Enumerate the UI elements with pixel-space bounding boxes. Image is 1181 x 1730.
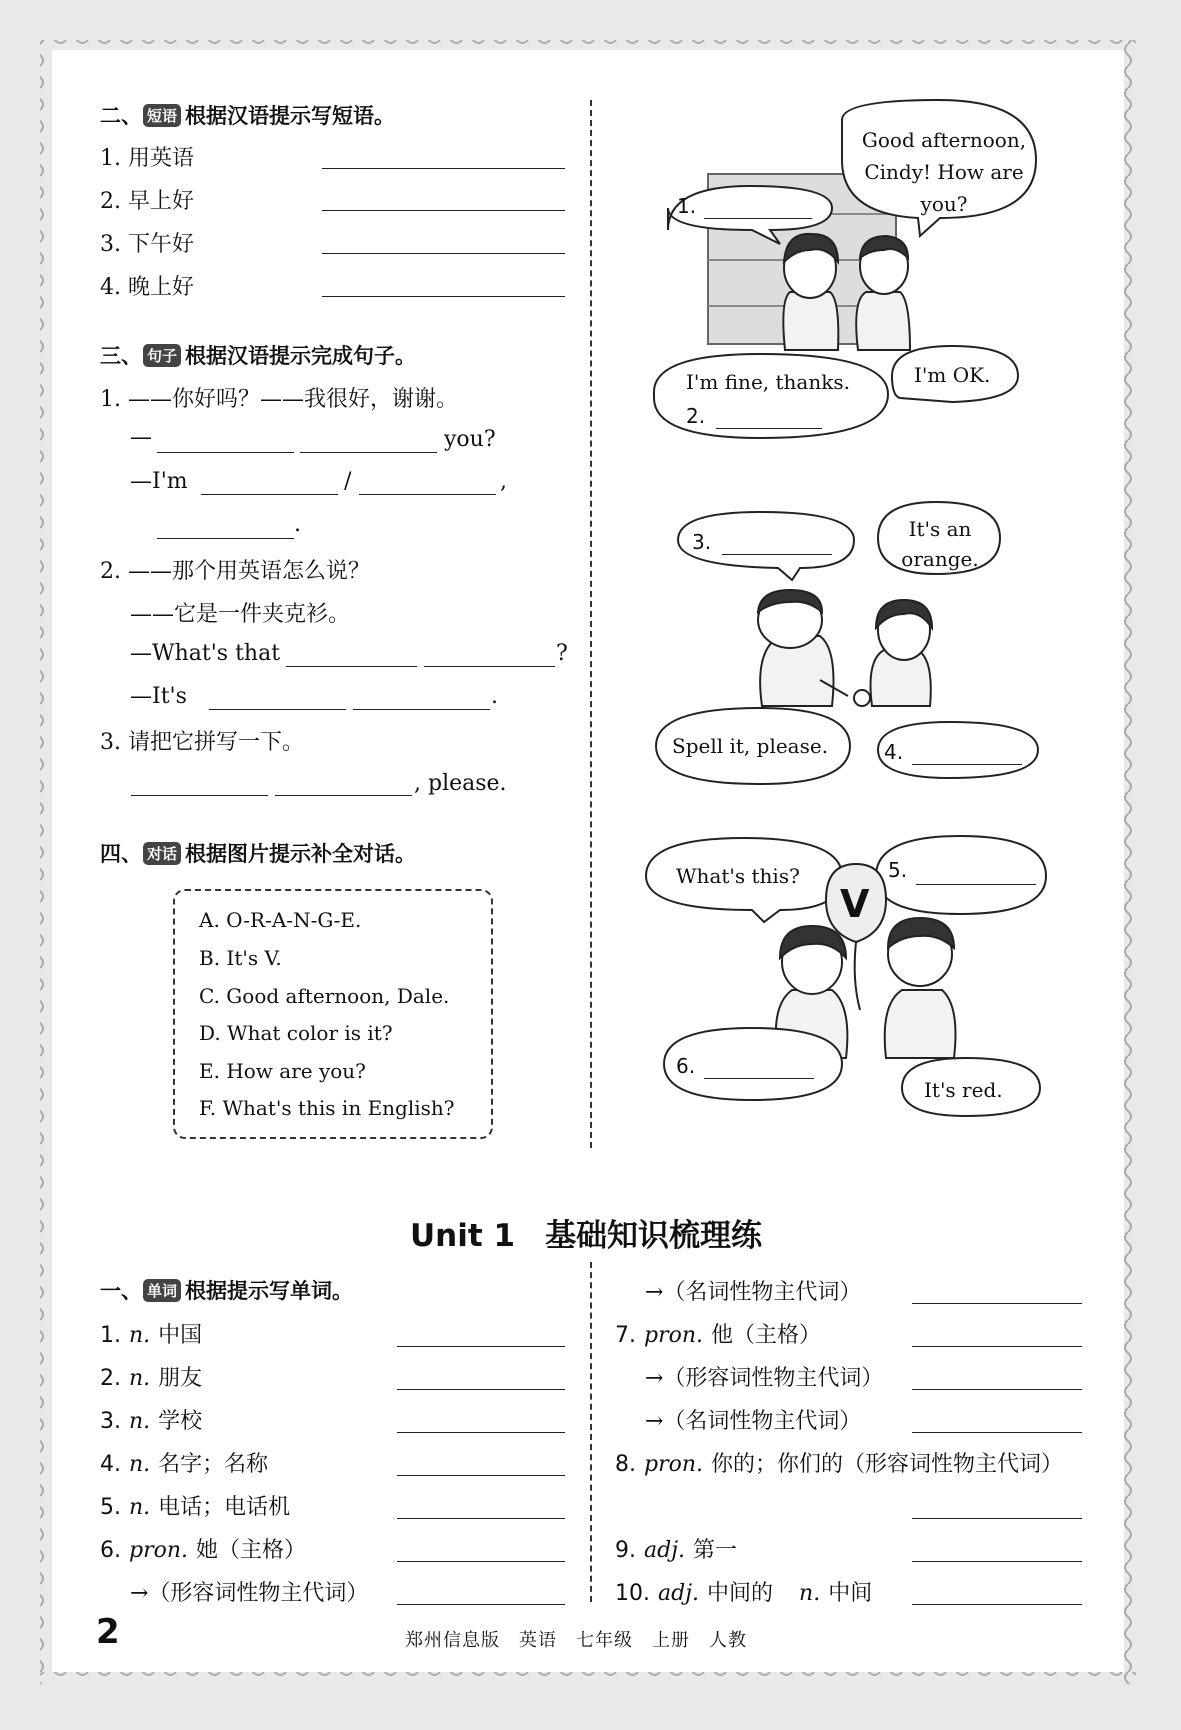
word-item-num: 6. (100, 1538, 121, 1563)
answer-blank[interactable] (704, 218, 812, 219)
q1-line2-comma: , (500, 469, 507, 494)
answer-blank[interactable] (912, 1561, 1082, 1562)
balloon-letter: V (840, 882, 870, 926)
word-item (615, 1447, 1063, 1478)
word-item-num: 10. (615, 1581, 650, 1606)
answer-blank[interactable] (912, 1389, 1082, 1390)
word-item-text: 电话；电话机 (158, 1495, 291, 1520)
word-item-pos: n. (129, 1323, 151, 1348)
option-a: A. O-R-A-N-G-E. (199, 908, 362, 932)
answer-blank[interactable] (716, 428, 822, 429)
section3-q2-sub: ——它是一件夹克衫。 (130, 602, 351, 627)
word-item-text: 学校 (158, 1409, 203, 1434)
fine-text: I'm fine, thanks. (686, 370, 850, 394)
word-item-num: 3. (100, 1409, 121, 1434)
section3-q3: 3. 请把它拼写一下。 (100, 730, 304, 755)
section1-badge: 单词 (143, 1279, 181, 1302)
option-b: B. It's V. (199, 946, 282, 970)
boy-figure-3 (885, 918, 956, 1058)
option-e: E. How are you? (199, 1059, 366, 1083)
section2-item-1: 1. 用英语 (100, 146, 194, 171)
word-item-text: →（形容词性物主代词） (130, 1581, 369, 1606)
page-number: 2 (96, 1612, 120, 1652)
section2-item-2: 2. 早上好 (100, 189, 194, 214)
word-item-pos: n. (799, 1581, 821, 1606)
word-item (615, 1533, 737, 1564)
boy-figure-2 (758, 590, 870, 706)
answer-blank[interactable] (912, 1518, 1082, 1519)
q1-line3-period: . (294, 512, 301, 537)
greeting-text: Good afternoon, Cindy! How are you? (861, 128, 1027, 216)
word-item-text: →（名词性物主代词） (645, 1280, 862, 1305)
word-item (100, 1318, 202, 1349)
answer-blank[interactable] (912, 764, 1022, 765)
answer-blank[interactable] (704, 1078, 814, 1079)
answer-blank[interactable] (397, 1432, 565, 1433)
answer-blank[interactable] (912, 1604, 1082, 1605)
orange-text: It's an orange. (901, 517, 979, 571)
section3-q2: 2. ——那个用英语怎么说？ (100, 559, 370, 584)
word-item-text: →（名词性物主代词） (645, 1409, 862, 1434)
word-item-num: 8. (615, 1452, 636, 1477)
word-item-text: 他（主格） (711, 1323, 822, 1348)
word-item-num: 7. (615, 1323, 636, 1348)
word-item-pos: pron. (129, 1538, 189, 1563)
q3-suffix: , please. (414, 771, 507, 796)
q2-line1-prefix: —What's that (130, 641, 281, 666)
word-item (100, 1447, 268, 1478)
answer-blank[interactable] (397, 1389, 565, 1390)
word-item-text: 你的；你们的（形容词性物主代词） (711, 1452, 1064, 1477)
blank-label-6: 6. (676, 1054, 696, 1078)
section2-item-3: 3. 下午好 (100, 232, 194, 257)
word-item (645, 1361, 883, 1392)
ok-text: I'm OK. (914, 363, 991, 387)
word-item-text: 名字；名称 (158, 1452, 269, 1477)
answer-blank[interactable] (912, 1346, 1082, 1347)
q2-line1-suffix: ? (556, 641, 568, 666)
option-c: C. Good afternoon, Dale. (199, 984, 450, 1008)
whats-this-text: What's this? (676, 864, 800, 888)
word-item-pos: n. (129, 1495, 151, 1520)
answer-blank[interactable] (397, 1604, 565, 1605)
word-item-pos: pron. (644, 1452, 704, 1477)
answer-blank[interactable] (912, 1303, 1082, 1304)
word-item (615, 1318, 821, 1349)
answer-blank[interactable] (722, 554, 832, 555)
blank-label-3: 3. (692, 530, 712, 554)
word-item-pos: pron. (644, 1323, 704, 1348)
word-item-text: →（形容词性物主代词） (645, 1366, 884, 1391)
word-item-num: 9. (615, 1538, 636, 1563)
word-item-text: 中间 (828, 1581, 873, 1606)
girl-figure-1 (783, 234, 838, 350)
answer-blank[interactable] (397, 1561, 565, 1562)
blank-label-5: 5. (888, 858, 908, 882)
column-divider-bottom (590, 1262, 592, 1602)
word-item-pos: n. (129, 1409, 151, 1434)
word-item-pos: adj. (644, 1538, 686, 1563)
q2-line2-prefix: —It's (130, 684, 187, 709)
section3-badge: 句子 (143, 344, 181, 367)
boy-figure-1 (856, 236, 910, 350)
word-item-num: 2. (100, 1366, 121, 1391)
q1-line2-prefix: —I'm (130, 469, 188, 494)
q1-line2-slash: / (344, 469, 352, 494)
blank-label-4: 4. (884, 740, 904, 764)
q2-line2-period: . (491, 684, 498, 709)
word-item (100, 1533, 306, 1564)
section3-heading: 三、 句子 根据汉语提示完成句子。 (100, 344, 417, 368)
q1-line1-suffix: you? (444, 427, 496, 452)
word-item-num: 5. (100, 1495, 121, 1520)
section2-badge: 短语 (143, 104, 181, 127)
girl-figure-2 (871, 600, 933, 706)
orange-fruit (854, 690, 870, 706)
word-item (100, 1361, 202, 1392)
section4-heading: 四、 对话 根据图片提示补全对话。 (100, 842, 417, 866)
word-item-text: 朋友 (158, 1366, 203, 1391)
word-item-pos: adj. (658, 1581, 700, 1606)
section1-heading: 一、 单词 根据提示写单词。 (100, 1279, 354, 1303)
word-item (100, 1404, 202, 1435)
section2-heading: 二、 短语 根据汉语提示写短语。 (100, 104, 396, 128)
footer-text: 郑州信息版 英语 七年级 上册 人教 (405, 1630, 747, 1651)
answer-blank[interactable] (397, 1518, 565, 1519)
answer-blank[interactable] (397, 1346, 565, 1347)
word-item-pos: n. (129, 1366, 151, 1391)
blank-label-1: 1. (677, 194, 697, 218)
section3-q1: 1. ——你好吗？——我很好，谢谢。 (100, 387, 458, 412)
word-item (615, 1576, 872, 1607)
word-item (645, 1404, 861, 1435)
word-item-num: 4. (100, 1452, 121, 1477)
section4-badge: 对话 (143, 842, 181, 865)
word-item-text: 中间的 (707, 1581, 774, 1606)
section2-item-4: 4. 晚上好 (100, 275, 194, 300)
word-item (645, 1275, 861, 1306)
option-f: F. What's this in English? (199, 1096, 455, 1120)
word-item (130, 1576, 368, 1607)
answer-blank[interactable] (397, 1475, 565, 1476)
blank-label-2: 2. (686, 404, 706, 428)
q1-line1-prefix: — (130, 425, 152, 450)
word-item-text: 她（主格） (196, 1538, 307, 1563)
word-item (100, 1490, 290, 1521)
red-text: It's red. (924, 1078, 1003, 1102)
word-item-text: 中国 (158, 1323, 203, 1348)
unit-title: Unit 1 基础知识梳理练 (410, 1218, 763, 1254)
word-item-num: 1. (100, 1323, 121, 1348)
answer-blank[interactable] (916, 884, 1036, 885)
answer-blank[interactable] (912, 1432, 1082, 1433)
spell-text: Spell it, please. (672, 734, 829, 758)
option-d: D. What color is it? (199, 1021, 393, 1045)
word-item-text: 第一 (693, 1538, 738, 1563)
word-item-pos: n. (129, 1452, 151, 1477)
